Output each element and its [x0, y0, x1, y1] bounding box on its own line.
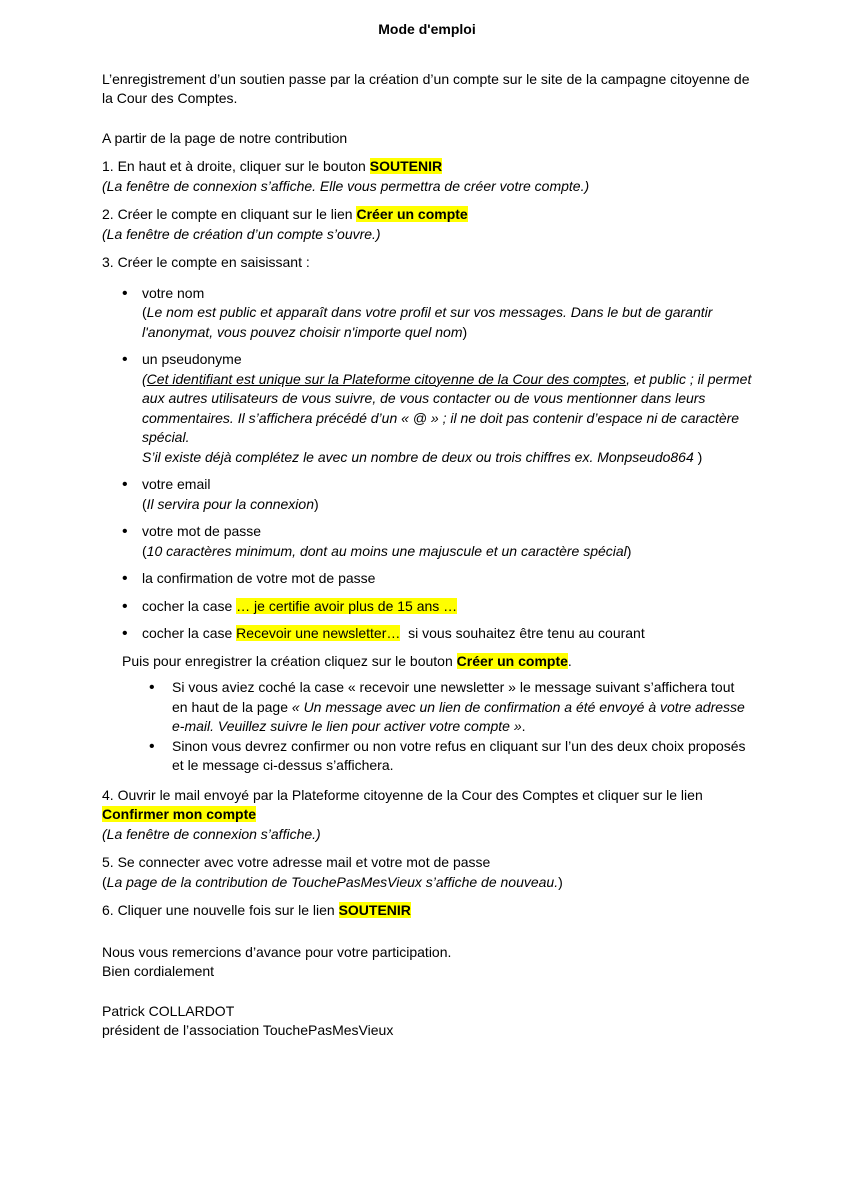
- signature-name: Patrick COLLARDOT: [102, 1002, 235, 1019]
- confirmer-compte-highlight: Confirmer mon compte: [102, 806, 257, 822]
- step-1: 1. En haut et à droite, cliquer sur le bouton SOUTENIR (La fenêtre de connexion s’affiche. Elle vous permettra de créer votre compte.): [102, 157, 752, 196]
- creer-compte-button-highlight: Créer un compte: [456, 652, 568, 669]
- document-title: Mode d'emploi: [378, 21, 476, 37]
- step-3: 3. Créer le compte en saisissant : • votre nom (Le nom est public et apparaît dans votre profil et sur vos messages. Dans le but de garantir l'anonymat, vous pouvez choisir n'importe quel nom) • un pseudonyme (Cet identifiant est unique sur la Plateforme citoyenne de la Cour des comptes, et public ; il permet aux autres utilisateurs de vous suivre, de vous contacter ou de vous mentionner dans leurs commentaires. Il s’affichera précédé d’un « @ » ; il ne doit pas contenir d’espace ni de caractère spécial. S’il existe déjà complétez le avec un nombre de deux ou trois chiffres ex. Monpseudo864 ) • votre email (Il servira pour la connexion) • votre mot de passe (10 caractères minimum, dont au moins une majuscule et un caractère spécial) • la confirmation de votre mot de passe • cocher la case … je certifie avoir plus de 15 ans … • cocher la case Recevoir une newsletter… si vous souhaitez être tenu au courant Puis pour enregistrer la création cliquez sur le bouton Créer un compte. • Si vous aviez coché la case « recevoir une newsletter » le message suivant s’affichera tout en haut de la page « Un message avec un lien de confirmation a été envoyé à votre adresse e-mail. Veuillez suivre le lien pour activer votre compte ». • Sinon vous devrez confirmer ou non votre refus en cliquant sur l’un des deux choix proposés et le message ci-dessus s’affichera.: [102, 253, 752, 776]
- confirmation-messages-list: [149, 678, 752, 776]
- start-line: A partir de la page de notre contribution: [102, 129, 348, 146]
- step-2-note: (La fenêtre de création d’un compte s’ouvre.): [102, 225, 381, 242]
- step-1-note: (La fenêtre de connexion s’affiche. Elle vous permettra de créer votre compte.): [102, 177, 590, 194]
- step-4: 4. Ouvrir le mail envoyé par la Plateforme citoyenne de la Cour des Comptes et cliquer sur le lien Confirmer mon compte (La fenêtre de connexion s’affiche.): [102, 786, 752, 845]
- list-item-newsletter-checkbox: • cocher la case Recevoir une newsletter… si vous souhaitez être tenu au courant: [122, 624, 752, 644]
- closing: [102, 943, 752, 982]
- list-item-age-checkbox: • cocher la case … je certifie avoir plus de 15 ans …: [122, 597, 752, 617]
- account-fields-list: [122, 284, 752, 644]
- list-item-nom: • votre nom (Le nom est public et apparaît dans votre profil et sur vos messages. Dans le but de garantir l'anonymat, vous pouvez choisir n'importe quel nom): [122, 284, 752, 343]
- intro-paragraph: L’enregistrement d’un soutien passe par la création d’un compte sur le site de la campagne citoyenne de la Cour des Comptes.: [102, 70, 750, 106]
- list-item-confirmation: • la confirmation de votre mot de passe: [122, 569, 752, 589]
- thanks-line: Nous vous remercions d’avance pour votre participation.: [102, 943, 452, 960]
- list-item-pseudonyme: • un pseudonyme (Cet identifiant est unique sur la Plateforme citoyenne de la Cour des comptes, et public ; il permet aux autres utilisateurs de vous suivre, de vous contacter ou de vous mentionner dans leurs commentaires. Il s’affichera précédé d’un « @ » ; il ne doit pas contenir d’espace ni de caractère spécial. S’il existe déjà complétez le avec un nombre de deux ou trois chiffres ex. Monpseudo864 ): [122, 350, 752, 467]
- step-5-note: La page de la contribution de TouchePasMesVieux s’affiche de nouveau.: [106, 873, 559, 890]
- document-page: [102, 20, 752, 1041]
- signature-role: président de l’association TouchePasMesVieux: [102, 1022, 394, 1038]
- soutenir-highlight: SOUTENIR: [369, 158, 443, 174]
- sub-item-newsletter-checked: • Si vous aviez coché la case « recevoir une newsletter » le message suivant s’affichera tout en haut de la page « Un message avec un lien de confirmation a été envoyé à votre adresse e-mail. Veuillez suivre le lien pour activer votre compte ».: [149, 678, 752, 737]
- then-line: Puis pour enregistrer la création cliquez sur le bouton Créer un compte.: [122, 652, 572, 669]
- list-item-mot-de-passe: • votre mot de passe (10 caractères minimum, dont au moins une majuscule et un caractère spécial): [122, 522, 752, 561]
- creer-compte-highlight: Créer un compte: [356, 206, 468, 222]
- list-item-email: • votre email (Il servira pour la connexion): [122, 475, 752, 514]
- soutenir-highlight-2: SOUTENIR: [338, 902, 411, 918]
- regards-line: Bien cordialement: [102, 963, 215, 979]
- step-2: 2. Créer le compte en cliquant sur le lien Créer un compte (La fenêtre de création d’un compte s’ouvre.): [102, 205, 752, 244]
- step-4-note: (La fenêtre de connexion s’affiche.): [102, 825, 321, 842]
- signature: [102, 1002, 752, 1041]
- age-highlight: … je certifie avoir plus de 15 ans …: [236, 597, 458, 614]
- step-5: 5. Se connecter avec votre adresse mail et votre mot de passe (La page de la contribution de TouchePasMesVieux s’affiche de nouveau.): [102, 854, 563, 890]
- newsletter-highlight: Recevoir une newsletter…: [236, 625, 401, 641]
- step-6: 6. Cliquer une nouvelle fois sur le lien SOUTENIR: [102, 902, 411, 918]
- sub-item-otherwise: • Sinon vous devrez confirmer ou non votre refus en cliquant sur l’un des deux choix proposés et le message ci-dessus s’affichera.: [149, 737, 752, 776]
